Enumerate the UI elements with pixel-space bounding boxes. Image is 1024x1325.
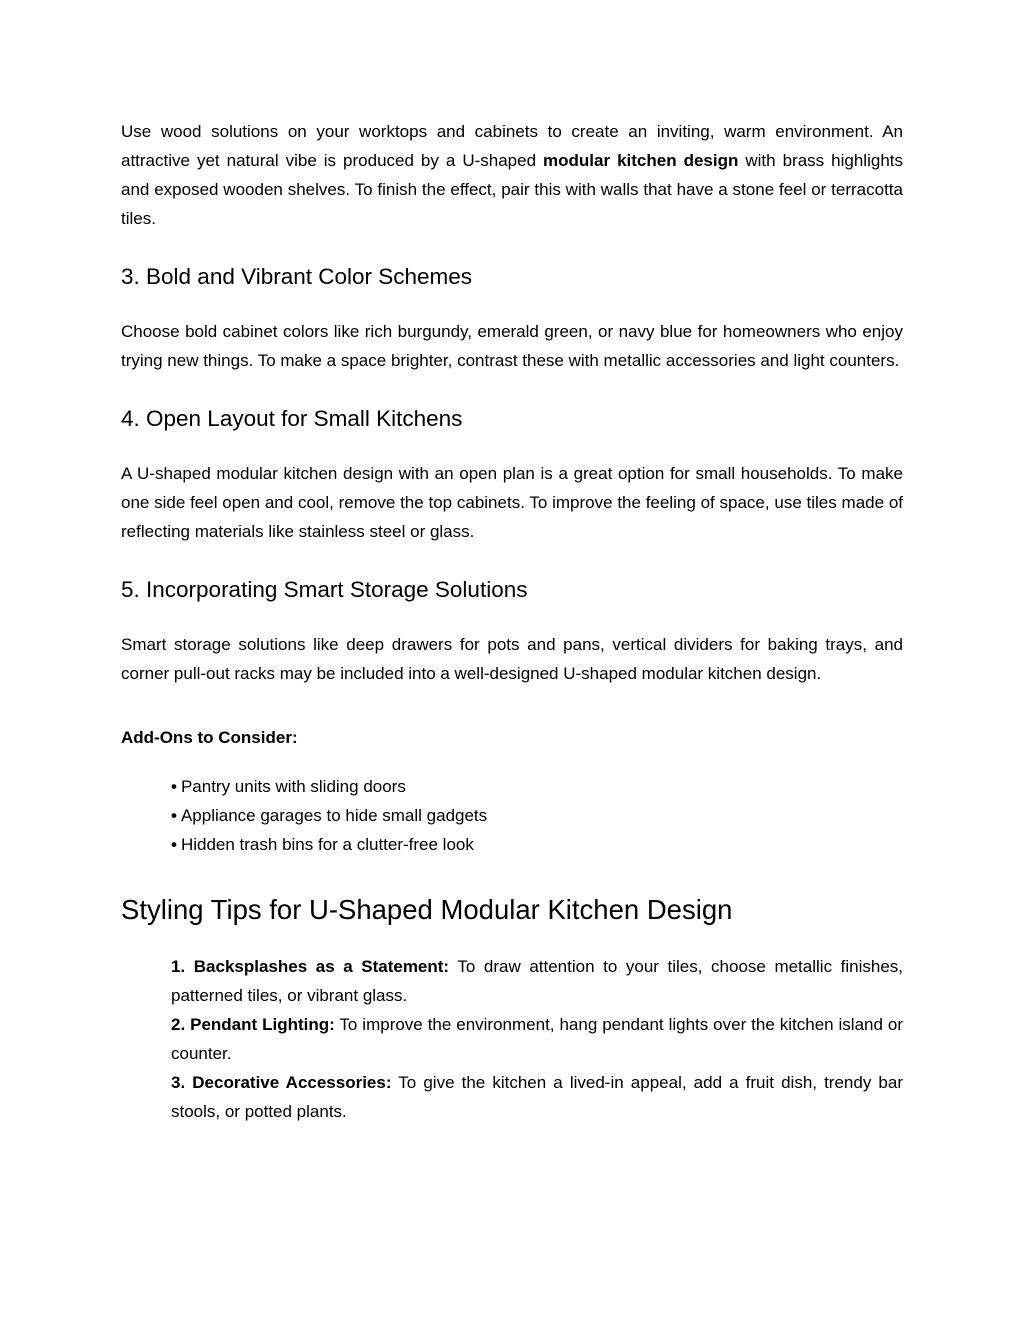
styling-tips-heading: Styling Tips for U-Shaped Modular Kitchen Design — [121, 894, 733, 925]
intro-text-start: Use wood solutions on your worktops and cabinets to create an inviting, warm environment. An attractive yet natural vibe is produced by a U-shaped — [121, 122, 903, 170]
list-item-text: Appliance garages to hide small gadgets — [180, 806, 488, 825]
bullet-icon: • — [171, 806, 177, 825]
list-item-text: Pantry units with sliding doors — [180, 777, 406, 796]
document-page — [121, 117, 903, 1126]
intro-paragraph — [121, 117, 903, 233]
bullet-icon: • — [171, 777, 177, 796]
list-item — [171, 772, 903, 801]
section-4-body: A U-shaped modular kitchen design with an open plan is a great option for small households. To make one side feel open and cool, remove the top cabinets. To improve the feeling of space, use tiles made of reflecting materials like stainless steel or glass. — [121, 464, 903, 541]
tip-item — [171, 1010, 903, 1068]
intro-bold-link-text: modular kitchen design — [543, 151, 739, 170]
addons-title: Add-Ons to Consider: — [121, 728, 298, 747]
styling-tips-list — [121, 952, 903, 1126]
section-3-heading: 3. Bold and Vibrant Color Schemes — [121, 264, 473, 289]
tip-label: 2. Pendant Lighting: — [171, 1015, 335, 1034]
bullet-icon: • — [171, 835, 177, 854]
section-5-body: Smart storage solutions like deep drawers for pots and pans, vertical dividers for baking trays, and corner pull-out racks may be included into a well-designed U-shaped modular kitchen design. — [121, 635, 903, 683]
tip-label: 1. Backsplashes as a Statement: — [171, 957, 450, 976]
section-5-heading: 5. Incorporating Smart Storage Solutions — [121, 577, 528, 602]
list-item — [171, 830, 903, 859]
tip-label: 3. Decorative Accessories: — [171, 1073, 392, 1092]
tip-text: To draw attention to your tiles, choose metallic finishes, patterned tiles, or vibrant glass. — [171, 957, 904, 1005]
addons-list — [121, 772, 903, 859]
tip-text: To improve the environment, hang pendant lights over the kitchen island or counter. — [171, 1015, 903, 1063]
intro-text-end: with brass highlights and exposed wooden shelves. To finish the effect, pair this with walls that have a stone feel or terracotta tiles. — [121, 151, 903, 228]
tip-text: To give the kitchen a lived-in appeal, add a fruit dish, trendy bar stools, or potted plants. — [171, 1073, 903, 1121]
section-3-body: Choose bold cabinet colors like rich burgundy, emerald green, or navy blue for homeowners who enjoy trying new things. To make a space brighter, contrast these with metallic accessories and light counters. — [121, 322, 903, 370]
list-item — [171, 801, 903, 830]
section-4-heading: 4. Open Layout for Small Kitchens — [121, 406, 463, 431]
tip-item — [171, 1068, 903, 1126]
tip-item — [171, 952, 903, 1010]
list-item-text: Hidden trash bins for a clutter-free look — [180, 835, 474, 854]
